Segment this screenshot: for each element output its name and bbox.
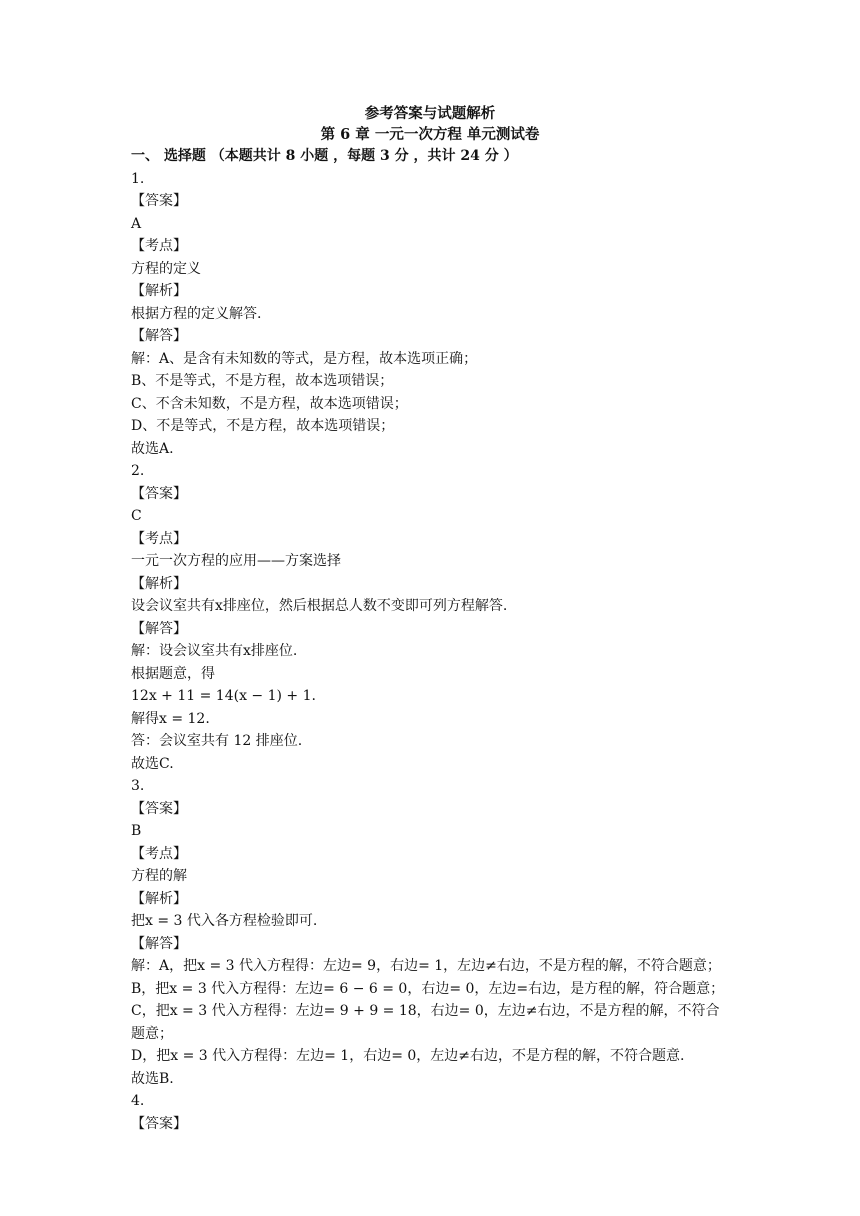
equation-line: 解得x = 12. <box>131 710 210 727</box>
jieda-label: 【解答】 <box>131 935 187 952</box>
solution-line: D，把x = 3 代入方程得：左边= 1，右边= 0，左边≠右边，不是方程的解，不符合题意. <box>131 1048 685 1064</box>
jiexi-text: 根据方程的定义解答. <box>131 305 262 322</box>
answer-value: A <box>131 215 142 232</box>
kaodian-text: 方程的定义 <box>131 260 201 277</box>
jiexi-label: 【解析】 <box>131 283 187 299</box>
kaodian-label: 【考点】 <box>131 238 187 254</box>
question-number: 3. <box>131 778 145 794</box>
jieda-label: 【解答】 <box>131 620 187 637</box>
doc-subtitle: 第 6 章 一元一次方程 单元测试卷 <box>320 126 540 143</box>
answer-value: C <box>131 508 142 524</box>
solution-line: 故选A. <box>131 440 174 457</box>
solution-line: 解：设会议室共有x排座位. <box>131 643 298 659</box>
solution-line: B，把x = 3 代入方程得：左边= 6 − 6 = 0，右边= 0，左边=右边，是方程的解，符合题意； <box>131 980 725 997</box>
question-number: 4. <box>131 1093 145 1109</box>
doc-body <box>131 145 731 1135</box>
solution-line: 解：A，把x = 3 代入方程得：左边= 9，右边= 1，左边≠右边，不是方程的解，不符合题意； <box>131 958 721 974</box>
kaodian-text: 一元一次方程的应用——方案选择 <box>131 553 341 569</box>
solution-line: C，把x = 3 代入方程得：左边= 9 + 9 = 18，右边= 0，左边≠右边，不是方程的解，不符合题意； <box>131 1003 720 1042</box>
question-number: 2. <box>131 463 145 479</box>
section-heading: 一、 选择题 （本题共计 8 小题 ，每题 3 分 ，共计 24 分 ） <box>131 148 518 164</box>
answer-label: 【答案】 <box>131 193 187 209</box>
solution-line: 解：A、是含有未知数的等式，是方程，故本选项正确； <box>131 350 478 367</box>
solution-line: 根据题意，得 <box>131 665 215 682</box>
answer-label: 【答案】 <box>131 1115 187 1132</box>
answer-label: 【答案】 <box>131 485 187 502</box>
question-number: 1. <box>131 170 145 187</box>
kaodian-label: 【考点】 <box>131 845 187 862</box>
solution-line: B、不是等式，不是方程，故本选项错误； <box>131 373 394 389</box>
jiexi-text: 把x = 3 代入各方程检验即可. <box>131 913 318 929</box>
solution-line: 答：会议室共有 12 排座位. <box>131 733 303 749</box>
kaodian-label: 【考点】 <box>131 530 187 547</box>
equation-line: 12x + 11 = 14(x − 1) + 1. <box>131 688 316 704</box>
kaodian-text: 方程的解 <box>131 868 187 884</box>
answer-label: 【答案】 <box>131 800 187 817</box>
answer-value: B <box>131 823 142 839</box>
solution-line: 故选C. <box>131 755 174 772</box>
jieda-label: 【解答】 <box>131 328 187 344</box>
jiexi-label: 【解析】 <box>131 890 187 907</box>
solution-line: C、不含未知数，不是方程，故本选项错误； <box>131 395 408 412</box>
jiexi-text: 设会议室共有x排座位，然后根据总人数不变即可列方程解答. <box>131 598 508 614</box>
solution-line: D、不是等式，不是方程，故本选项错误； <box>131 418 395 434</box>
doc-title: 参考答案与试题解析 <box>364 105 496 122</box>
jiexi-label: 【解析】 <box>131 575 187 592</box>
solution-line: 故选B. <box>131 1070 174 1087</box>
